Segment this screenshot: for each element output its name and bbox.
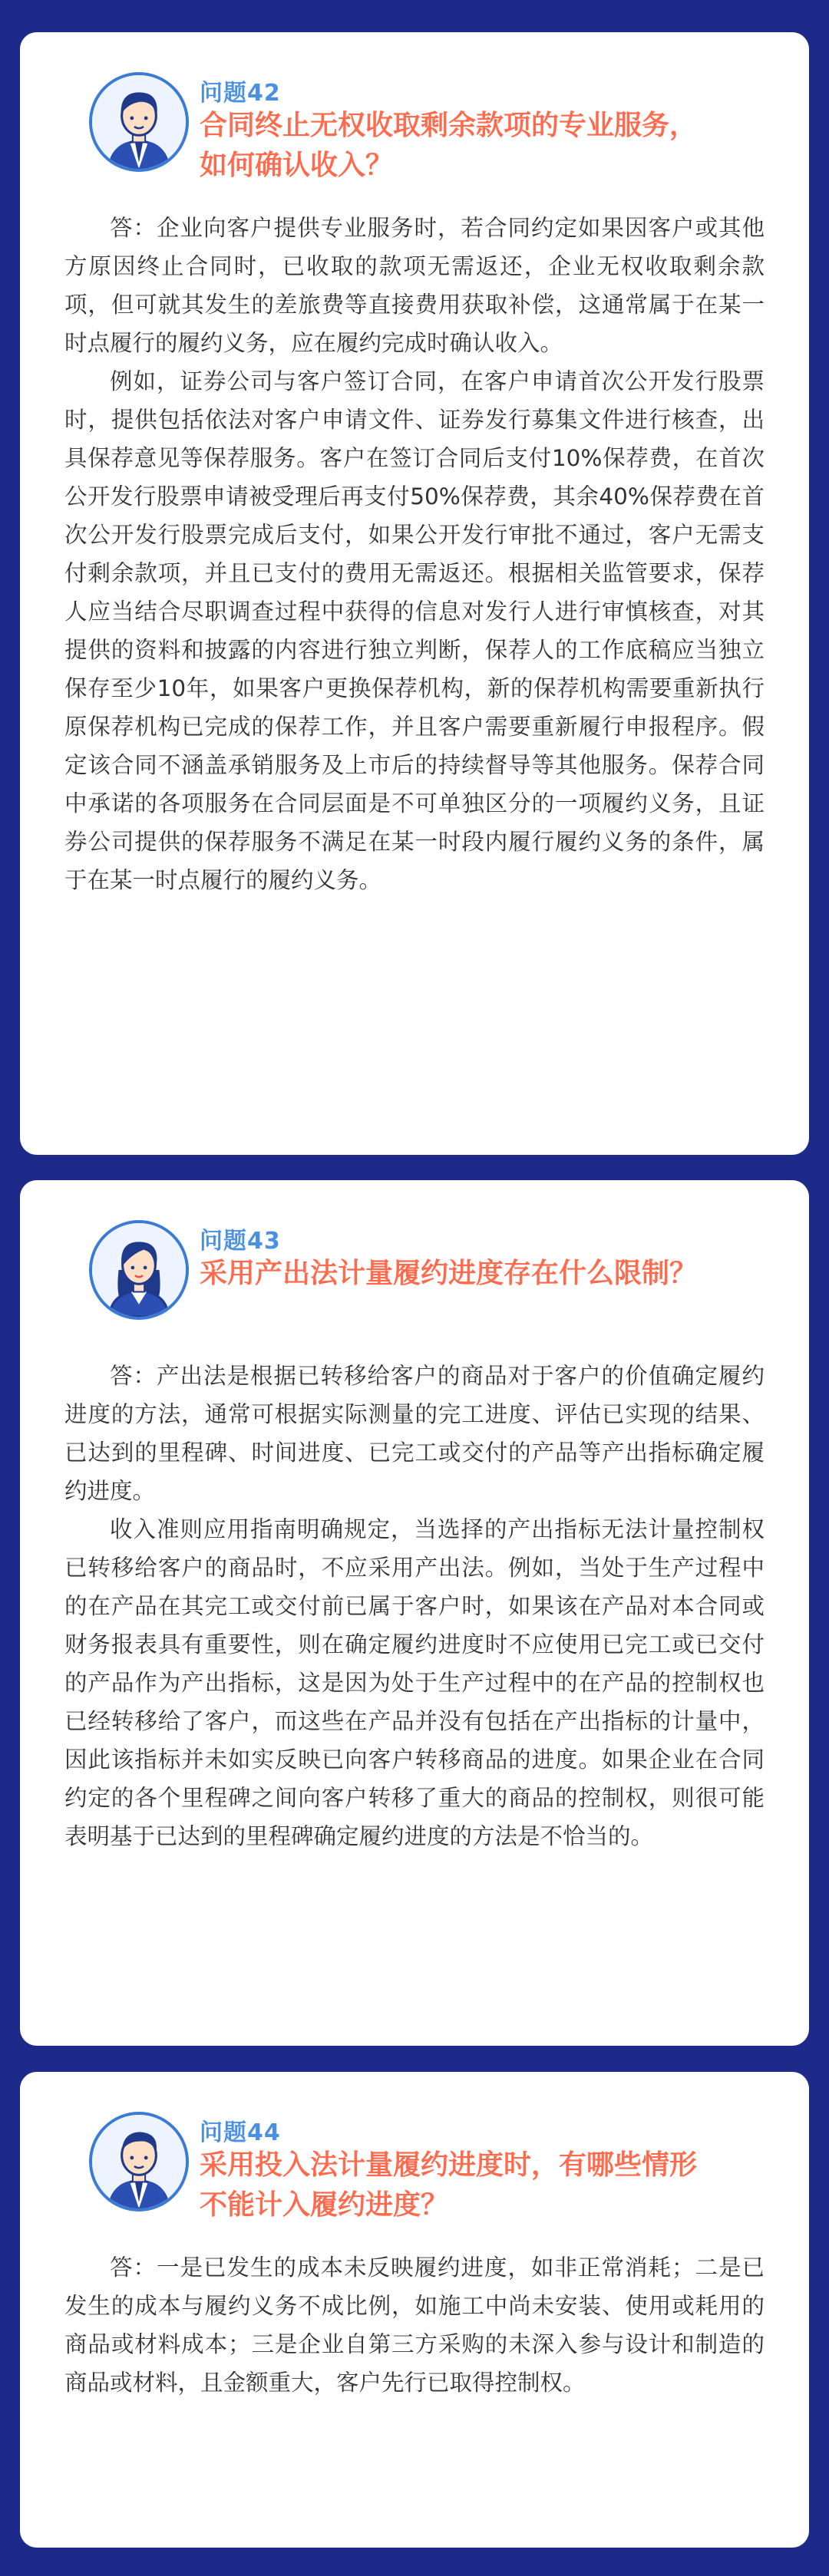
question-title: 采用产出法计量履约进度存在什么限制？	[200, 1258, 698, 1289]
answer-body	[64, 2248, 765, 2402]
qa-header	[64, 1220, 765, 1343]
qa-header	[64, 72, 765, 195]
question-number: 问题42	[200, 80, 281, 107]
qa-card-44	[20, 2072, 809, 2548]
businesswoman-avatar-icon	[89, 1220, 189, 1320]
qa-card-43	[20, 1180, 809, 2046]
businessman-avatar-icon	[89, 2112, 189, 2212]
answer-paragraph: 例如，证券公司与客户签订合同，在客户申请首次公开发行股票时，提供包括依法对客户申请文件、证券发行募集文件进行核查，出具保荐意见等保荐服务。客户在签订合同后支付10%保荐费，在首次公开发行股票申请被受理后再支付50%保荐费，其余40%保荐费在首次公开发行股票完成后支付，如果公开发行审批不通过，客户无需支付剩余款项，并且已支付的费用无需返还。根据相关监管要求，保荐人应当结合尽职调查过程中获得的信息对发行人进行审慎核查，对其提供的资料和披露的内容进行独立判断，保荐人的工作底稿应当独立保存至少10年，如果客户更换保荐机构，新的保荐机构需要重新执行原保荐机构已完成的保荐工作，并且客户需要重新履行申报程序。假定该合同不涵盖承销服务及上市后的持续督导等其他服务。保荐合同中承诺的各项服务在合同层面是不可单独区分的一项履约义务，且证券公司提供的保荐服务不满足在某一时段内履行履约义务的条件，属于在某一时点履行的履约义务。	[64, 368, 765, 893]
answer-paragraph: 答：产出法是根据已转移给客户的商品对于客户的价值确定履约进度的方法，通常可根据实际测量的完工进度、评估已实现的结果、已达到的里程碑、时间进度、已完工或交付的产品等产出指标确定履约进度。	[64, 1363, 765, 1504]
answer-body	[64, 209, 765, 899]
answer-paragraph: 收入准则应用指南明确规定，当选择的产出指标无法计量控制权已转移给客户的商品时，不应采用产出法。例如，当处于生产过程中的在产品在其完工或交付前已属于客户时，如果该在产品对本合同或财务报表具有重要性，则在确定履约进度时不应使用已完工或已交付的产品作为产出指标，这是因为处于生产过程中的在产品的控制权也已经转移给了客户，而这些在产品并没有包括在产出指标的计量中，因此该指标并未如实反映已向客户转移商品的进度。如果企业在合同约定的各个里程碑之间向客户转移了重大的商品的控制权，则很可能表明基于已达到的里程碑确定履约进度的方法是不恰当的。	[64, 1516, 765, 1849]
qa-header	[64, 2112, 765, 2235]
question-title: 采用投入法计量履约进度时，有哪些情形不能计入履约进度？	[200, 2149, 698, 2221]
businessman-avatar-icon	[89, 72, 189, 172]
qa-card-42	[20, 32, 809, 1155]
answer-paragraph: 答：一是已发生的成本未反映履约进度，如非正常消耗；二是已发生的成本与履约义务不成比例，如施工中尚未安装、使用或耗用的商品或材料成本；三是企业自第三方采购的未深入参与设计和制造的商品或材料，且金额重大，客户先行已取得控制权。	[64, 2254, 765, 2396]
question-number: 问题43	[200, 1228, 281, 1255]
answer-paragraph: 答：企业向客户提供专业服务时，若合同约定如果因客户或其他方原因终止合同时，已收取的款项无需返还，企业无权收取剩余款项，但可就其发生的差旅费等直接费用获取补偿，这通常属于在某一时点履行的履约义务，应在履约完成时确认收入。	[64, 215, 765, 356]
question-title: 合同终止无权收取剩余款项的专业服务，如何确认收入？	[200, 110, 698, 181]
question-number: 问题44	[200, 2119, 281, 2146]
answer-body	[64, 1357, 765, 1855]
